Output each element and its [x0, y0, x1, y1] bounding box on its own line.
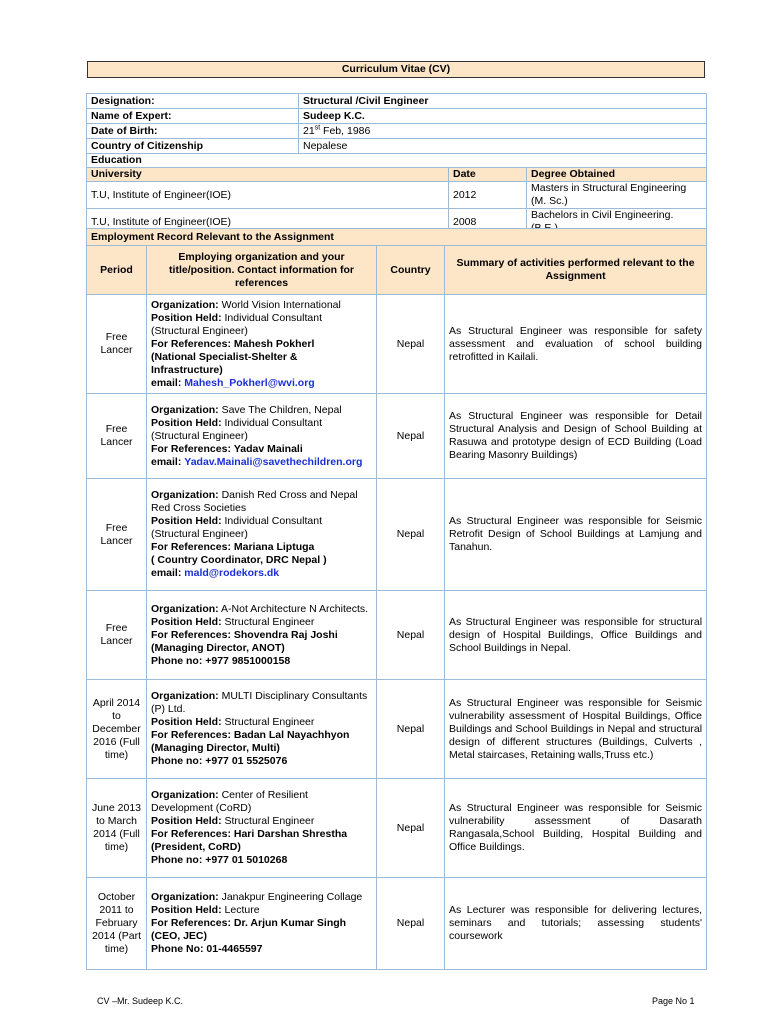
- position-label: Position Held:: [151, 311, 222, 324]
- employment-table: [86, 228, 707, 970]
- organization-label: Organization:: [151, 602, 219, 615]
- org-line: [151, 338, 372, 351]
- org-line: [151, 930, 372, 943]
- employment-period: October 2011 to February 2014 (Part time): [87, 878, 147, 970]
- organization-name: Center of Resilient Development (CoRD): [151, 789, 308, 814]
- organization-label: Organization:: [151, 489, 219, 501]
- reference-name: Yadav Mainali: [233, 442, 303, 455]
- employment-period: April 2014 to December 2016 (Full time): [87, 680, 147, 779]
- reference-name: Dr. Arjun Kumar Singh: [233, 917, 347, 929]
- employment-summary: As Structural Engineer was responsible for Seismic vulnerability assessment of Hospital Buildings, Office Buildings and School Buildings in Nepal and structural design of different structures (Buildings, Culverts , Metal staircases, Retaining walls,Truss etc.): [445, 680, 707, 779]
- contact-label: email:: [151, 455, 182, 468]
- employment-summary: As Lecturer was responsible for delivering lectures, seminars and tutorials; assessing students' coursework: [445, 878, 707, 970]
- col-country: Country: [377, 246, 445, 295]
- references-label: For References:: [151, 337, 231, 350]
- org-line: [151, 690, 372, 716]
- education-university: T.U, Institute of Engineer(IOE): [87, 209, 449, 236]
- org-line: [151, 554, 372, 567]
- references-label: For References:: [151, 541, 231, 553]
- organization-name: World Vision International: [221, 298, 341, 311]
- employment-summary: As Structural Engineer was responsible for Seismic Retrofit Design of School Buildings at Lamjung and Tanahun.: [445, 479, 707, 591]
- org-line: [151, 377, 372, 390]
- personal-value: Nepalese: [299, 139, 707, 154]
- personal-label: Date of Birth:: [87, 124, 299, 139]
- org-line: [151, 351, 372, 377]
- contact-label: Phone no:: [151, 755, 203, 767]
- references-label: For References:: [151, 917, 231, 929]
- employment-period: Free Lancer: [87, 394, 147, 479]
- personal-label: Name of Expert:: [87, 109, 299, 124]
- employment-country: Nepal: [377, 680, 445, 779]
- organization-label: Organization:: [151, 403, 219, 416]
- education-degree: Masters in Structural Engineering (M. Sc.): [527, 182, 707, 209]
- reference-name: Shovendra Raj Joshi: [233, 628, 338, 641]
- position-label: Position Held:: [151, 515, 222, 527]
- contact-label: email:: [151, 376, 182, 389]
- reference-name: Mariana Liptuga: [233, 541, 315, 553]
- col-period: Period: [87, 246, 147, 295]
- reference-name: Badan Lal Nayachhyon: [233, 729, 350, 741]
- employment-row: [87, 479, 707, 591]
- position-held: Lecture: [224, 904, 260, 916]
- org-line: [151, 943, 372, 956]
- education-university: T.U, Institute of Engineer(IOE): [87, 182, 449, 209]
- col-date: Date: [449, 168, 527, 182]
- position-held: Structural Engineer: [224, 716, 315, 728]
- contact-label: Phone no:: [151, 654, 203, 667]
- employment-country: Nepal: [377, 779, 445, 878]
- reference-email: Mahesh_Pokherl@wvi.org: [184, 376, 315, 389]
- personal-value: 21st Feb, 1986: [299, 124, 707, 139]
- org-line: [151, 443, 372, 456]
- employment-organization-cell: [147, 680, 377, 779]
- org-line: [151, 404, 372, 417]
- employment-organization-cell: [147, 394, 377, 479]
- org-line: [151, 456, 372, 469]
- contact-label: email:: [151, 567, 182, 579]
- org-line: [151, 789, 372, 815]
- org-line: [151, 629, 372, 642]
- reference-phone: +977 9851000158: [205, 654, 291, 667]
- personal-label: Designation:: [87, 94, 299, 109]
- position-held: Individual Consultant (Structural Engineer): [151, 416, 322, 442]
- organization-label: Organization:: [151, 789, 219, 801]
- employment-row: [87, 295, 707, 394]
- reference-title: (Managing Director, Multi): [151, 742, 280, 754]
- employment-organization-cell: [147, 878, 377, 970]
- employment-row: [87, 394, 707, 479]
- org-line: [151, 541, 372, 554]
- footer-page-number: Page No 1: [652, 996, 695, 1006]
- col-organization: Employing organization and your title/position. Contact information for references: [147, 246, 377, 295]
- employment-summary: As Structural Engineer was responsible for Detail Structural Analysis and Design of School Building at Rasuwa and prototype design of ECD Building (Load Bearing Masonry Buildings): [445, 394, 707, 479]
- org-line: [151, 755, 372, 768]
- employment-row: [87, 878, 707, 970]
- position-held: Structural Engineer: [224, 815, 315, 827]
- employment-country: Nepal: [377, 394, 445, 479]
- education-header-row: [87, 168, 707, 182]
- reference-phone: +977 01 5010268: [205, 854, 288, 866]
- org-line: [151, 417, 372, 443]
- org-line: [151, 603, 372, 616]
- cv-title: Curriculum Vitae (CV): [87, 61, 705, 78]
- position-label: Position Held:: [151, 615, 222, 628]
- employment-period: Free Lancer: [87, 591, 147, 680]
- reference-email: mald@rodekors.dk: [184, 567, 280, 579]
- personal-value: Structural /Civil Engineer: [299, 94, 707, 109]
- org-line: [151, 567, 372, 580]
- position-label: Position Held:: [151, 416, 222, 429]
- org-line: [151, 917, 372, 930]
- employment-organization-cell: [147, 295, 377, 394]
- personal-row: [87, 94, 707, 109]
- org-line: [151, 854, 372, 867]
- col-summary: Summary of activities performed relevant to the Assignment: [445, 246, 707, 295]
- personal-label: Country of Citizenship: [87, 139, 299, 154]
- position-label: Position Held:: [151, 815, 222, 827]
- organization-name: Danish Red Cross and Nepal Red Cross Societies: [151, 489, 358, 514]
- col-university: University: [87, 168, 449, 182]
- organization-name: Janakpur Engineering Collage: [221, 891, 363, 903]
- organization-name: Save The Children, Nepal: [221, 403, 342, 416]
- employment-row: [87, 591, 707, 680]
- personal-value: Sudeep K.C.: [299, 109, 707, 124]
- organization-label: Organization:: [151, 690, 219, 702]
- contact-label: Phone no:: [151, 854, 203, 866]
- reference-title: (National Specialist-Shelter & Infrastructure): [151, 350, 298, 376]
- references-label: For References:: [151, 729, 231, 741]
- employment-period: June 2013 to March 2014 (Full time): [87, 779, 147, 878]
- position-held: Individual Consultant (Structural Engineer): [151, 311, 322, 337]
- education-degree: Bachelors in Civil Engineering.: [527, 209, 707, 236]
- references-label: For References:: [151, 828, 231, 840]
- employment-organization-cell: [147, 591, 377, 680]
- org-line: [151, 489, 372, 515]
- position-label: Position Held:: [151, 904, 222, 916]
- org-line: [151, 742, 372, 755]
- position-label: Position Held:: [151, 716, 222, 728]
- employment-country: Nepal: [377, 295, 445, 394]
- org-line: [151, 655, 372, 668]
- reference-title: (CEO, JEC): [151, 930, 208, 942]
- employment-summary: As Structural Engineer was responsible for structural design of Hospital Buildings, Office Buildings and School Buildings in Nepal.: [445, 591, 707, 680]
- organization-name: A-Not Architecture N Architects.: [221, 602, 369, 615]
- reference-email: Yadav.Mainali@savethechildren.org: [184, 455, 363, 468]
- reference-name: Hari Darshan Shrestha: [233, 828, 348, 840]
- organization-name: MULTI Disciplinary Consultants (P) Ltd.: [151, 690, 368, 715]
- employment-country: Nepal: [377, 479, 445, 591]
- reference-title: ( Country Coordinator, DRC Nepal ): [151, 554, 327, 566]
- education-row: [87, 182, 707, 209]
- org-line: [151, 904, 372, 917]
- personal-row: [87, 139, 707, 154]
- employment-heading: Employment Record Relevant to the Assignment: [87, 229, 707, 246]
- employment-row: [87, 779, 707, 878]
- personal-row: [87, 109, 707, 124]
- org-line: [151, 616, 372, 629]
- employment-country: Nepal: [377, 878, 445, 970]
- org-line: [151, 815, 372, 828]
- org-line: [151, 312, 372, 338]
- org-line: [151, 891, 372, 904]
- references-label: For References:: [151, 628, 231, 641]
- reference-phone: +977 01 5525076: [205, 755, 288, 767]
- organization-label: Organization:: [151, 298, 219, 311]
- position-held: Individual Consultant (Structural Engineer): [151, 515, 322, 540]
- employment-period: Free Lancer: [87, 295, 147, 394]
- employment-period: Free Lancer: [87, 479, 147, 591]
- education-date: 2008: [449, 209, 527, 236]
- education-heading-row: [87, 154, 707, 168]
- position-held: Structural Engineer: [224, 615, 315, 628]
- employment-row: [87, 680, 707, 779]
- references-label: For References:: [151, 442, 231, 455]
- contact-label: Phone No:: [151, 943, 204, 955]
- org-line: [151, 642, 372, 655]
- education-date: 2012: [449, 182, 527, 209]
- employment-summary: As Structural Engineer was responsible for safety assessment and evaluation of school building retrofitted in Kailali.: [445, 295, 707, 394]
- reference-phone: 01-4465597: [206, 943, 263, 955]
- employment-heading-row: [87, 229, 707, 246]
- employment-header-row: [87, 246, 707, 295]
- reference-title: (President, CoRD): [151, 841, 241, 853]
- org-line: [151, 841, 372, 854]
- org-line: [151, 828, 372, 841]
- col-degree: Degree Obtained: [527, 168, 707, 182]
- personal-row: [87, 124, 707, 139]
- reference-name: Mahesh Pokherl: [233, 337, 315, 350]
- organization-label: Organization:: [151, 891, 219, 903]
- footer-left: CV –Mr. Sudeep K.C.: [97, 996, 184, 1006]
- employment-country: Nepal: [377, 591, 445, 680]
- org-line: [151, 299, 372, 312]
- education-heading: Education: [87, 154, 707, 168]
- reference-title: (Managing Director, ANOT): [151, 641, 285, 654]
- employment-organization-cell: [147, 479, 377, 591]
- org-line: [151, 729, 372, 742]
- employment-summary: As Structural Engineer was responsible for Seismic vulnerability assessment of Dasarath Rangasala,School Building, Hospital Building and Office Buildings.: [445, 779, 707, 878]
- org-line: [151, 515, 372, 541]
- org-line: [151, 716, 372, 729]
- employment-organization-cell: [147, 779, 377, 878]
